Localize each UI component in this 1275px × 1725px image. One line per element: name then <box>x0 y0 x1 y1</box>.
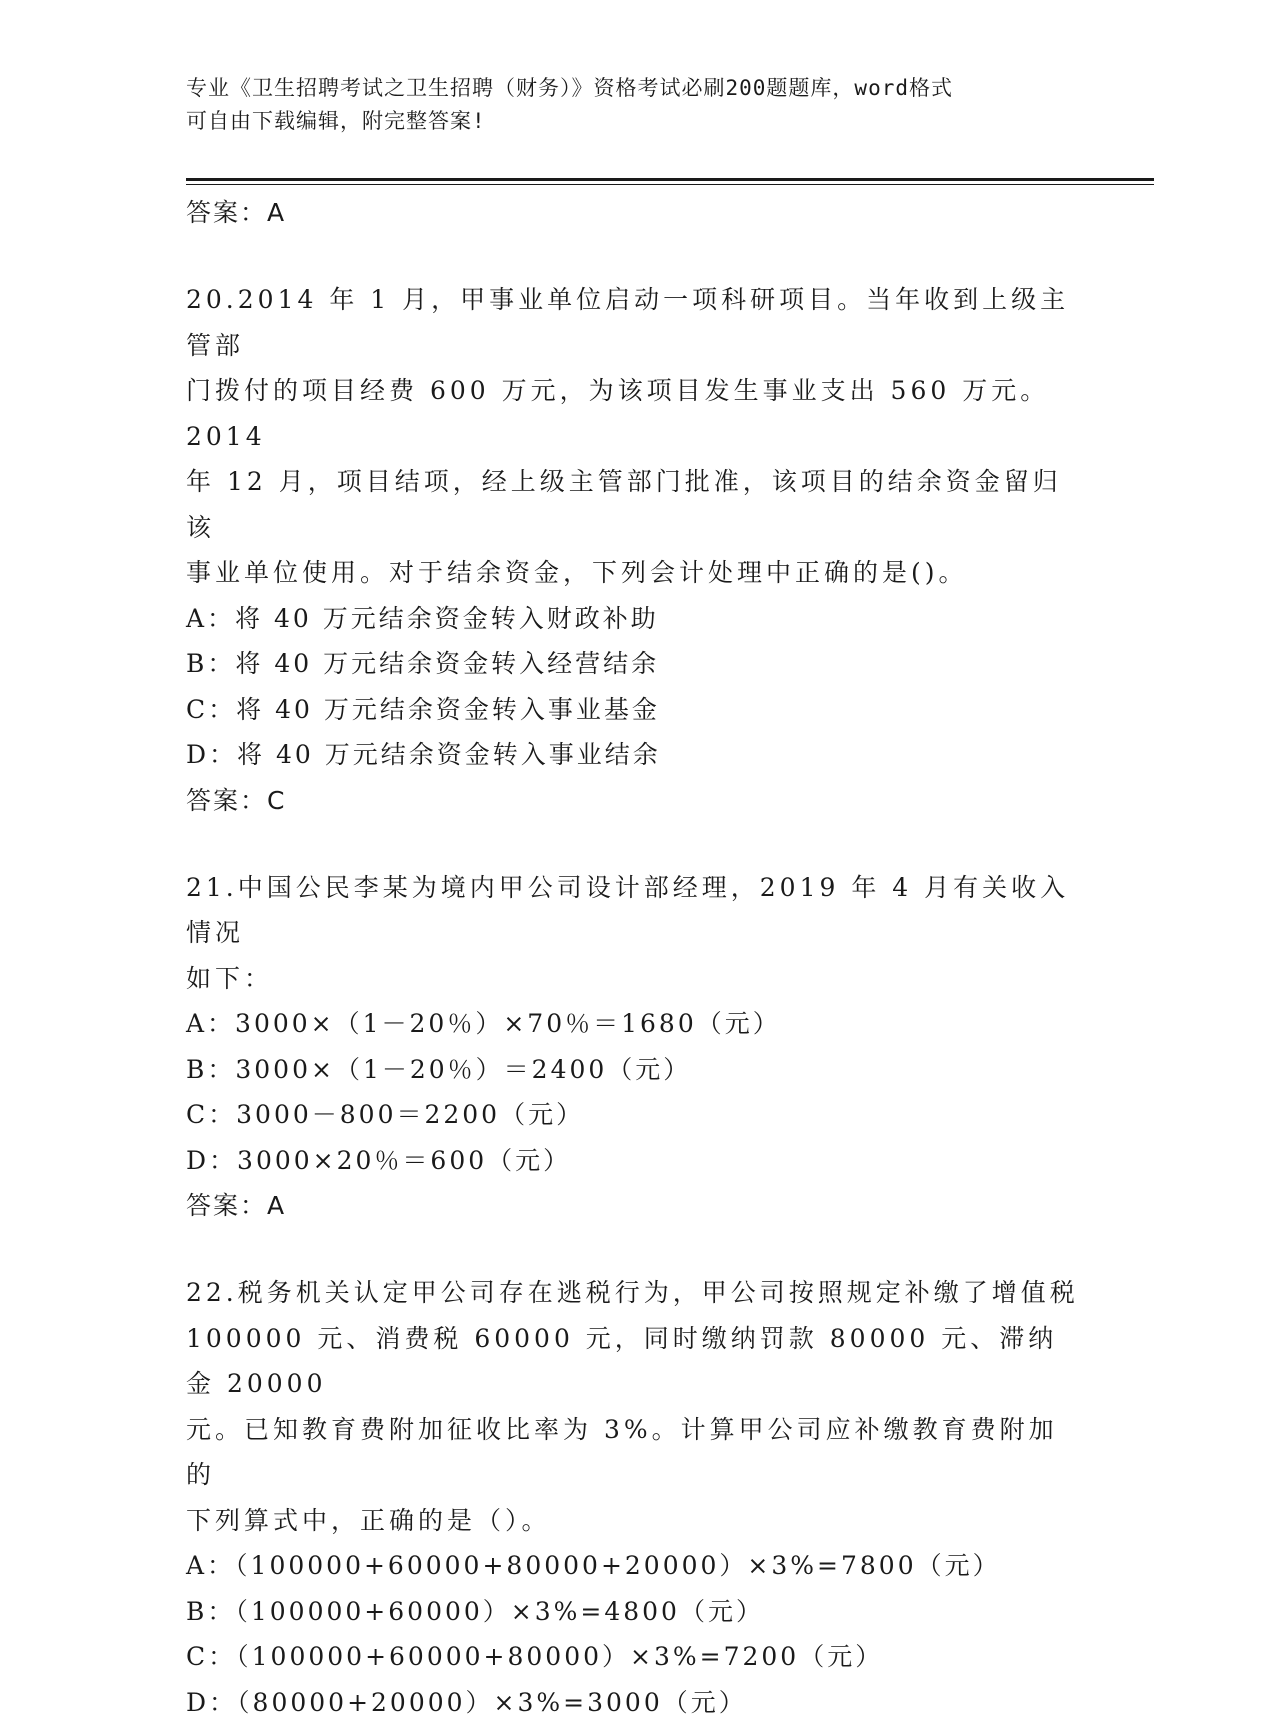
stem-line: 20.2014 年 1 月，甲事业单位启动一项科研项目。当年收到上级主管部 <box>186 277 1086 368</box>
spacer <box>186 824 1086 865</box>
option-b: B：3000×（1－20％）＝2400（元） <box>186 1047 1086 1093</box>
header-divider-thin <box>186 184 1154 185</box>
question-stem <box>186 277 1086 596</box>
document-header <box>186 72 1066 138</box>
question-20 <box>186 277 1086 824</box>
stem-line: 门拨付的项目经费 600 万元，为该项目发生事业支出 560 万元。2014 <box>186 368 1086 459</box>
option-b: B：（100000+60000）×3%=4800（元） <box>186 1589 1086 1635</box>
question-21 <box>186 865 1086 1230</box>
option-d: D：将 40 万元结余资金转入事业结余 <box>186 732 1086 778</box>
option-c: C：（100000+60000+80000）×3%=7200（元） <box>186 1634 1086 1680</box>
answer-line: 答案：C <box>186 778 1086 824</box>
option-b: B：将 40 万元结余资金转入经营结余 <box>186 641 1086 687</box>
option-c: C：3000－800＝2200（元） <box>186 1092 1086 1138</box>
stem-line: 下列算式中，正确的是（）。 <box>186 1498 1086 1544</box>
question-stem <box>186 1270 1086 1543</box>
document-body <box>186 190 1086 1725</box>
stem-line: 如下： <box>186 956 1086 1002</box>
stem-line: 22.税务机关认定甲公司存在逃税行为，甲公司按照规定补缴了增值税 <box>186 1270 1086 1316</box>
header-line-2: 可自由下载编辑，附完整答案! <box>186 105 1066 138</box>
spacer <box>186 236 1086 277</box>
option-c: C：将 40 万元结余资金转入事业基金 <box>186 687 1086 733</box>
stem-line: 21.中国公民李某为境内甲公司设计部经理，2019 年 4 月有关收入情况 <box>186 865 1086 956</box>
question-22 <box>186 1270 1086 1725</box>
stem-line: 元。已知教育费附加征收比率为 3%。计算甲公司应补缴教育费附加的 <box>186 1407 1086 1498</box>
option-a: A：3000×（1－20％）×70％＝1680（元） <box>186 1001 1086 1047</box>
option-a: A：（100000+60000+80000+20000）×3%=7800（元） <box>186 1543 1086 1589</box>
header-line-1: 专业《卫生招聘考试之卫生招聘（财务）》资格考试必刷200题题库，word格式 <box>186 72 1066 105</box>
answer-line: 答案：A <box>186 1183 1086 1229</box>
header-divider-thick <box>186 178 1154 181</box>
stem-line: 事业单位使用。对于结余资金，下列会计处理中正确的是()。 <box>186 550 1086 596</box>
spacer <box>186 1229 1086 1270</box>
stem-line: 100000 元、消费税 60000 元，同时缴纳罚款 80000 元、滞纳金 20000 <box>186 1316 1086 1407</box>
answer-line: 答案：A <box>186 190 1086 236</box>
stem-line: 年 12 月，项目结项，经上级主管部门批准，该项目的结余资金留归该 <box>186 459 1086 550</box>
option-d: D：3000×20％＝600（元） <box>186 1138 1086 1184</box>
option-d: D：（80000+20000）×3%=3000（元） <box>186 1680 1086 1725</box>
option-a: A：将 40 万元结余资金转入财政补助 <box>186 596 1086 642</box>
question-stem <box>186 865 1086 1002</box>
